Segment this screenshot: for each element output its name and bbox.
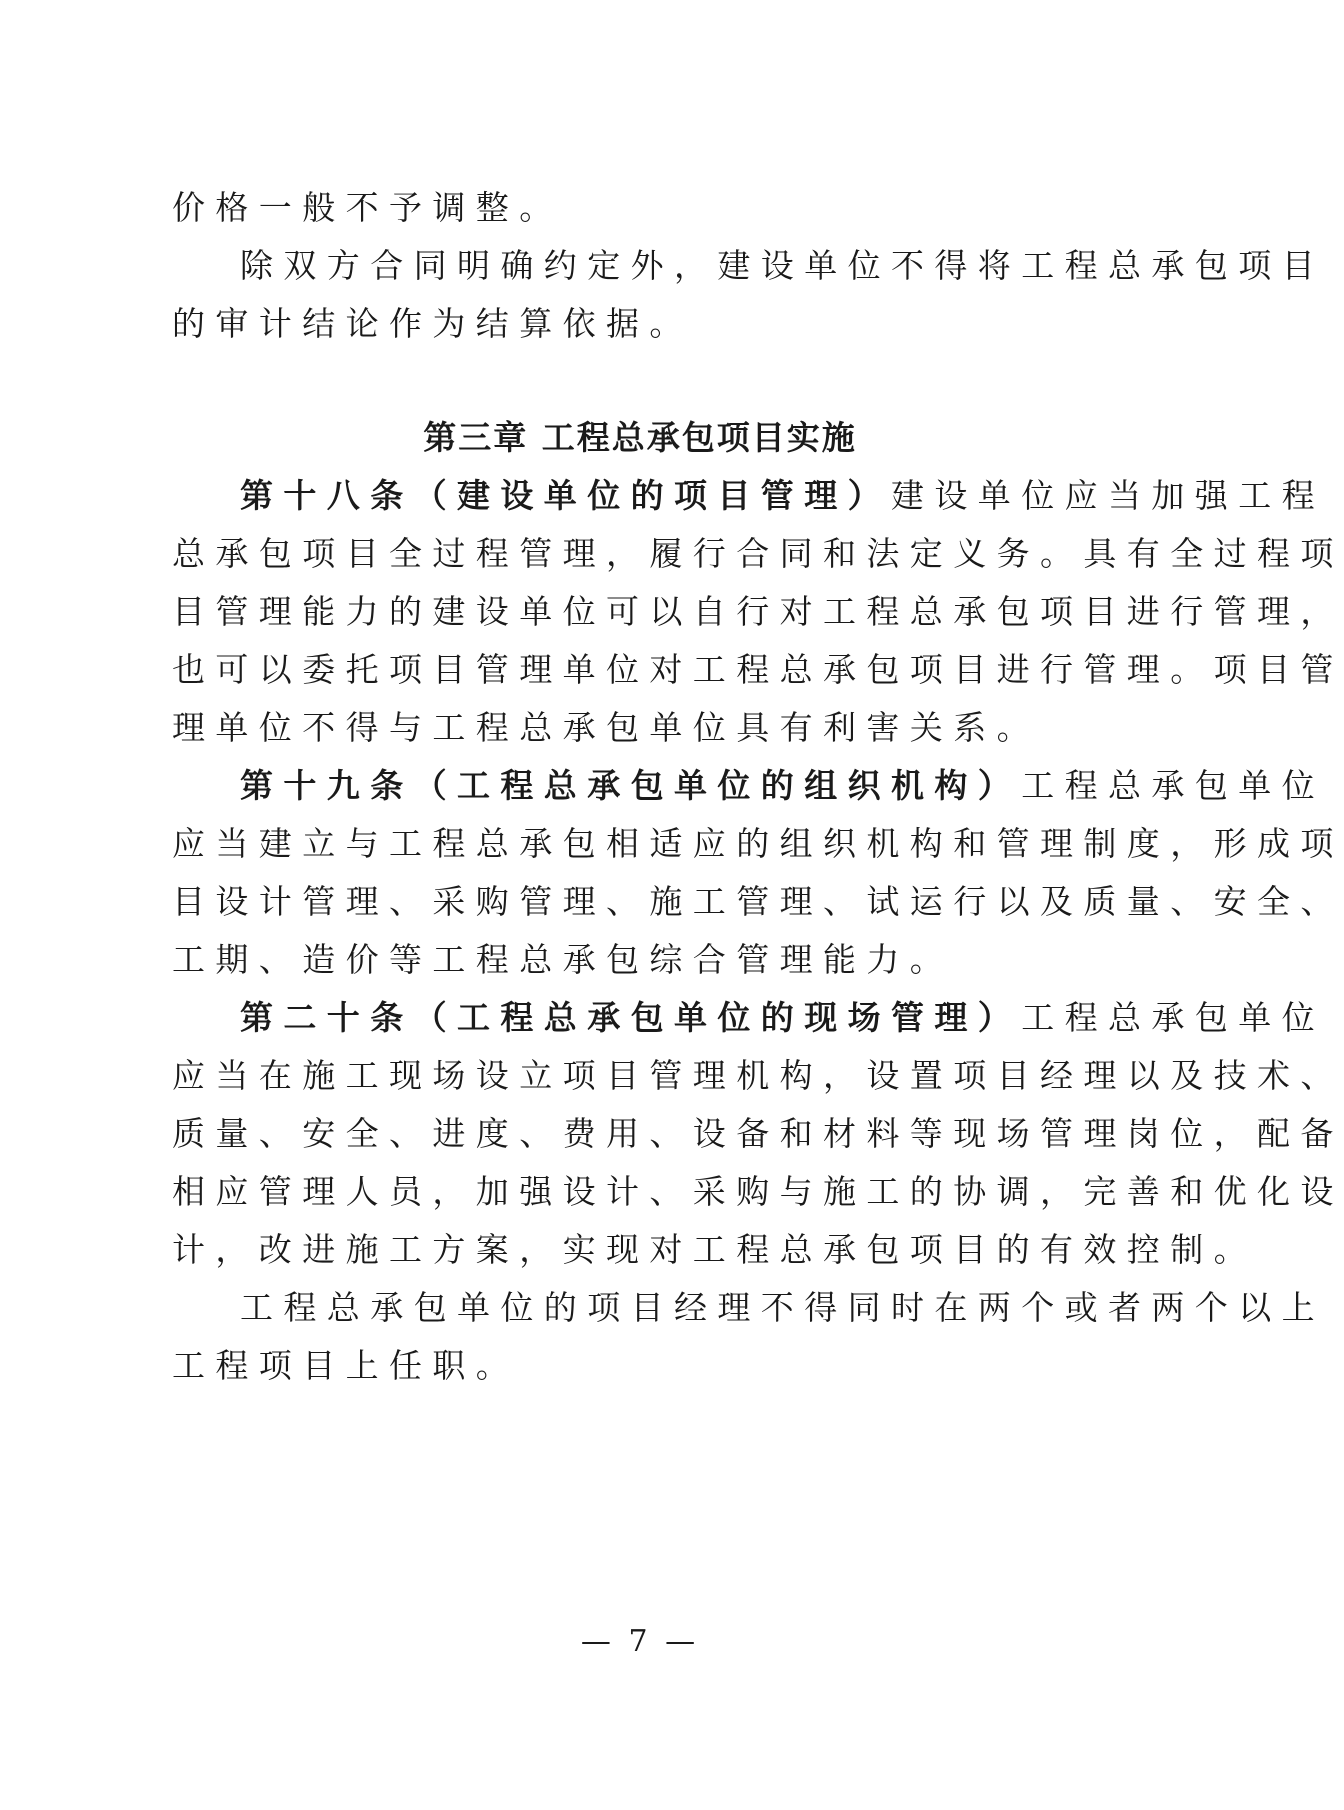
article-20-line-2: 应当在施工现场设立项目管理机构，设置项目经理以及技术、 <box>172 1056 1344 1095</box>
article-20-line-5: 计，改进施工方案，实现对工程总承包项目的有效控制。 <box>172 1230 1257 1269</box>
article-18-line-1-rest: 建设单位应当加强工程 <box>891 476 1325 515</box>
article-20-title: 第二十条（工程总承包单位的现场管理） <box>240 998 1022 1037</box>
article-18-line-1 <box>240 476 1325 516</box>
article-19-line-4: 工期、造价等工程总承包综合管理能力。 <box>172 940 954 979</box>
paragraph-audit-line-1: 除双方合同明确约定外，建设单位不得将工程总承包项目 <box>240 246 1325 285</box>
article-19-line-3: 目设计管理、采购管理、施工管理、试运行以及质量、安全、 <box>172 882 1344 921</box>
article-20-line-4: 相应管理人员，加强设计、采购与施工的协调，完善和优化设 <box>172 1172 1344 1211</box>
page-number: — 7 — <box>580 1624 700 1659</box>
article-19-line-1-rest: 工程总承包单位 <box>1021 766 1326 805</box>
paragraph-manager-line-1: 工程总承包单位的项目经理不得同时在两个或者两个以上 <box>240 1288 1325 1327</box>
article-18-title: 第十八条（建设单位的项目管理） <box>240 476 891 515</box>
article-19-line-2: 应当建立与工程总承包相适应的组织机构和管理制度，形成项 <box>172 824 1344 863</box>
article-18-line-4: 也可以委托项目管理单位对工程总承包项目进行管理。项目管 <box>172 650 1344 689</box>
continuation-text: 价格一般不予调整。 <box>172 188 563 227</box>
article-19-line-1 <box>240 766 1326 806</box>
article-19-title: 第十九条（工程总承包单位的组织机构） <box>240 766 1022 805</box>
article-20-line-3: 质量、安全、进度、费用、设备和材料等现场管理岗位，配备 <box>172 1114 1344 1153</box>
article-18-line-5: 理单位不得与工程总承包单位具有利害关系。 <box>172 708 1040 747</box>
article-18-line-3: 目管理能力的建设单位可以自行对工程总承包项目进行管理， <box>172 592 1344 631</box>
article-18-line-2: 总承包项目全过程管理，履行合同和法定义务。具有全过程项 <box>172 534 1344 573</box>
article-20-line-1 <box>240 998 1326 1038</box>
chapter-heading: 第三章 工程总承包项目实施 <box>423 418 857 457</box>
article-20-line-1-rest: 工程总承包单位 <box>1021 998 1326 1037</box>
paragraph-audit-line-2: 的审计结论作为结算依据。 <box>172 304 693 343</box>
paragraph-manager-line-2: 工程项目上任职。 <box>172 1346 520 1385</box>
